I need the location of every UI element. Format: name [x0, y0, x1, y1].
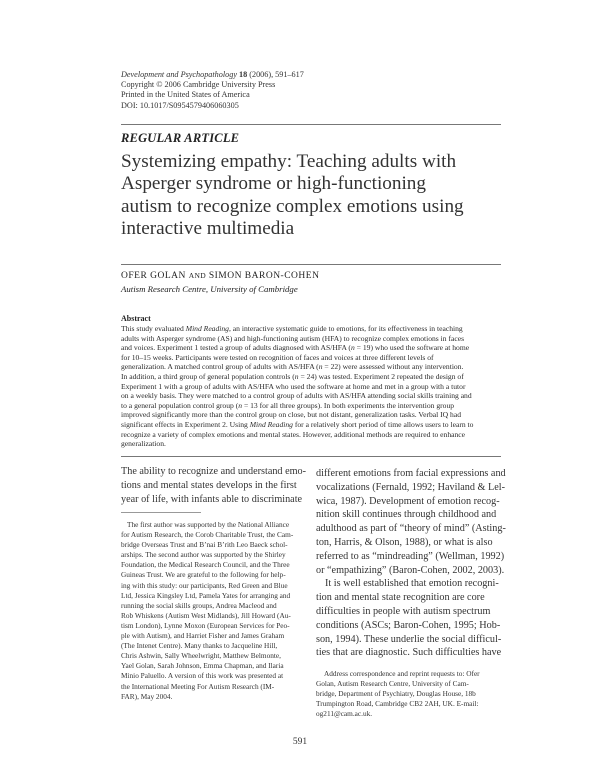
footnote-line: FAR), May 2004. — [121, 691, 173, 701]
body-line: tion and mental state recognition are core — [316, 592, 485, 604]
footnote-line: ing with this study: our participants, Red Green and Blue — [121, 580, 288, 590]
body-left-column — [121, 465, 306, 506]
abstract-line: recognize a variety of complex emotions and mental states. However, additional methods are required to enhance — [121, 429, 466, 439]
body-line: year of life, with infants able to discriminate — [121, 493, 303, 505]
abstract-line: generalization. — [121, 439, 166, 449]
abstract-heading: Abstract — [121, 314, 151, 323]
footnote-line: ple with Autism), and Harriet Fisher and James Graham — [121, 631, 285, 641]
body-right-column — [316, 467, 506, 660]
journal-pages: (2006), 591–617 — [247, 70, 304, 79]
correspondence-line: Address correspondence and reprint requests to: Ofer — [324, 669, 480, 678]
body-line: difficulties in people with autism spectrum — [316, 605, 491, 617]
abstract-line: In addition, a third group of general population controls (n = 24) was tested. Experiment 2 repeated the design of — [121, 371, 464, 381]
body-line: nition skill continues through childhood and — [316, 509, 497, 521]
footnote-line: Rob Whiskens (Autism West Midlands), Jill Howard (Au- — [121, 610, 291, 620]
body-line: referred to as “mindreading” (Wellman, 1992) — [316, 550, 505, 562]
body-line: adulthood as part of “theory of mind” (Asting- — [316, 523, 506, 535]
title-line: Systemizing empathy: Teaching adults with — [121, 151, 457, 172]
author-names — [121, 271, 319, 281]
footnote-line: arships. The second author was supported by the Shirley — [121, 550, 286, 560]
footnote-line: The first author was supported by the National Alliance — [127, 520, 290, 529]
doi-line: DOI: 10.1017/S0954579406060305 — [121, 100, 239, 110]
abstract-line: and voices. Experiment 1 tested a group of adults diagnosed with AS/HFA (n = 19) who used the software at home — [121, 343, 470, 353]
body-line: vocalizations (Fernald, 1992; Haviland & Lel- — [316, 481, 505, 493]
abstract-line: for 10–15 weeks. Participants were tested on recognition of faces and voices at three different levels of — [121, 352, 434, 362]
abstract-line: significant effects in Experiment 2. Using Mind Reading for a relatively short period of time allows users to learn to — [121, 419, 474, 429]
top-divider — [121, 124, 501, 125]
correspondence-email[interactable]: og211@cam.ac.uk. — [316, 709, 373, 719]
author-and: AND — [188, 271, 206, 280]
journal-citation — [121, 70, 481, 80]
body-line: tions and mental states develops in the first — [121, 479, 297, 491]
footnote-line: tism London), Lynne Moxon (European Services for Peo- — [121, 620, 290, 630]
title-divider — [121, 264, 501, 265]
abstract-line: improved significantly more than the control group on close, but not distant, generalization tasks. Verbal IQ had — [121, 410, 462, 420]
journal-volume: 18 — [239, 70, 248, 79]
title-line: autism to recognize complex emotions using — [121, 195, 464, 217]
abstract-divider — [121, 456, 501, 457]
correspondence-note — [316, 669, 506, 719]
footnote-line: for Autism Research, the Corob Charitable Trust, the Cam- — [121, 530, 294, 540]
correspondence-line: Golan, Autism Research Centre, University of Cam- — [316, 679, 469, 689]
footnote-line: running the social skills groups, Andrea Macleod and — [121, 600, 277, 610]
body-line: ties that are diagnostic. Such difficulties have — [316, 647, 502, 659]
body-line: different emotions from facial expressions and — [316, 468, 506, 479]
abstract-line: on a weekly basis. They were matched to a control group of adults with AS/HFA attending social skills training and — [121, 391, 472, 401]
abstract-text — [121, 324, 501, 449]
title-line: interactive multimedia — [121, 218, 295, 240]
author-second: SIMON BARON-COHEN — [208, 271, 320, 281]
abstract-line: to a general population control group (n = 13 for all three groups). In both experiments the intervention group — [121, 400, 455, 410]
body-line: wica, 1987). Development of emotion recog- — [316, 495, 500, 507]
journal-header — [121, 70, 481, 111]
body-line: or “empathizing” (Baron-Cohen, 2002, 2003). — [316, 564, 505, 576]
footnote-line: Chris Ashwin, Sally Wheelwright, Matthew Belmonte, — [121, 651, 281, 661]
title-line: Asperger syndrome or high-functioning — [121, 173, 426, 195]
body-line: ton, Harris, & Olson, 1988), or what is also — [316, 536, 493, 548]
body-line: It is well established that emotion recogni- — [325, 578, 499, 590]
correspondence-line: Trumpington Road, Cambridge CB2 2AH, UK. E-mail: — [316, 699, 479, 709]
article-title — [121, 151, 501, 241]
body-line: The ability to recognize and understand emo- — [121, 466, 307, 477]
printed-line: Printed in the United States of America — [121, 90, 250, 100]
footnote-line: Foundation, the Medical Research Council, and the Three — [121, 560, 290, 570]
footnote-line: Yael Golan, Sarah Johnson, Emma Chapman, and Ilaria — [121, 661, 284, 671]
footnote-divider — [121, 512, 201, 513]
page-number: 591 — [292, 737, 308, 747]
body-line: conditions (ASCs; Baron-Cohen, 1995; Hob- — [316, 619, 501, 631]
footnote-line: the International Meeting For Autism Research (IM- — [121, 681, 275, 691]
abstract-line: Experiment 1 with a group of adults with AS/HFA who used the software at home and met in a group with a tutor — [121, 381, 466, 391]
author-first: OFER GOLAN — [121, 271, 186, 281]
article-type: REGULAR ARTICLE — [121, 131, 240, 145]
copyright-line: Copyright © 2006 Cambridge University Press — [121, 80, 276, 90]
footnote-line: bridge Overseas Trust and B’nai B’rith Leo Baeck schol- — [121, 540, 288, 550]
correspondence-line: bridge, Department of Psychiatry, Douglas House, 18b — [316, 689, 476, 699]
body-line: son, 1994). These underlie the social difficul- — [316, 633, 502, 645]
abstract-line: adults with Asperger syndrome (AS) and high-functioning autism (HFA) to recognize complex emotions in faces — [121, 333, 465, 343]
footnote-line: Ltd, Jessica Kingsley Ltd, Pamela Yates for arranging and — [121, 590, 291, 600]
footnote-line: Guineas Trust. We are grateful to the following for help- — [121, 570, 286, 580]
abstract-line: generalization. A matched control group of adults with AS/HFA (n = 22) were assessed without any intervention. — [121, 362, 464, 372]
acknowledgment-footnote — [121, 520, 306, 702]
author-affiliation: Autism Research Centre, University of Cambridge — [121, 284, 298, 294]
journal-name: Development and Psychopathology — [121, 70, 237, 79]
footnote-line: Minio Paluello. A version of this work was presented at — [121, 671, 284, 681]
footnote-line: (The Intenet Centre). Many thanks to Jacqueline Hill, — [121, 641, 278, 651]
abstract-line: This study evaluated Mind Reading, an interactive systematic guide to emotions, for its effectiveness in teaching — [121, 324, 463, 333]
